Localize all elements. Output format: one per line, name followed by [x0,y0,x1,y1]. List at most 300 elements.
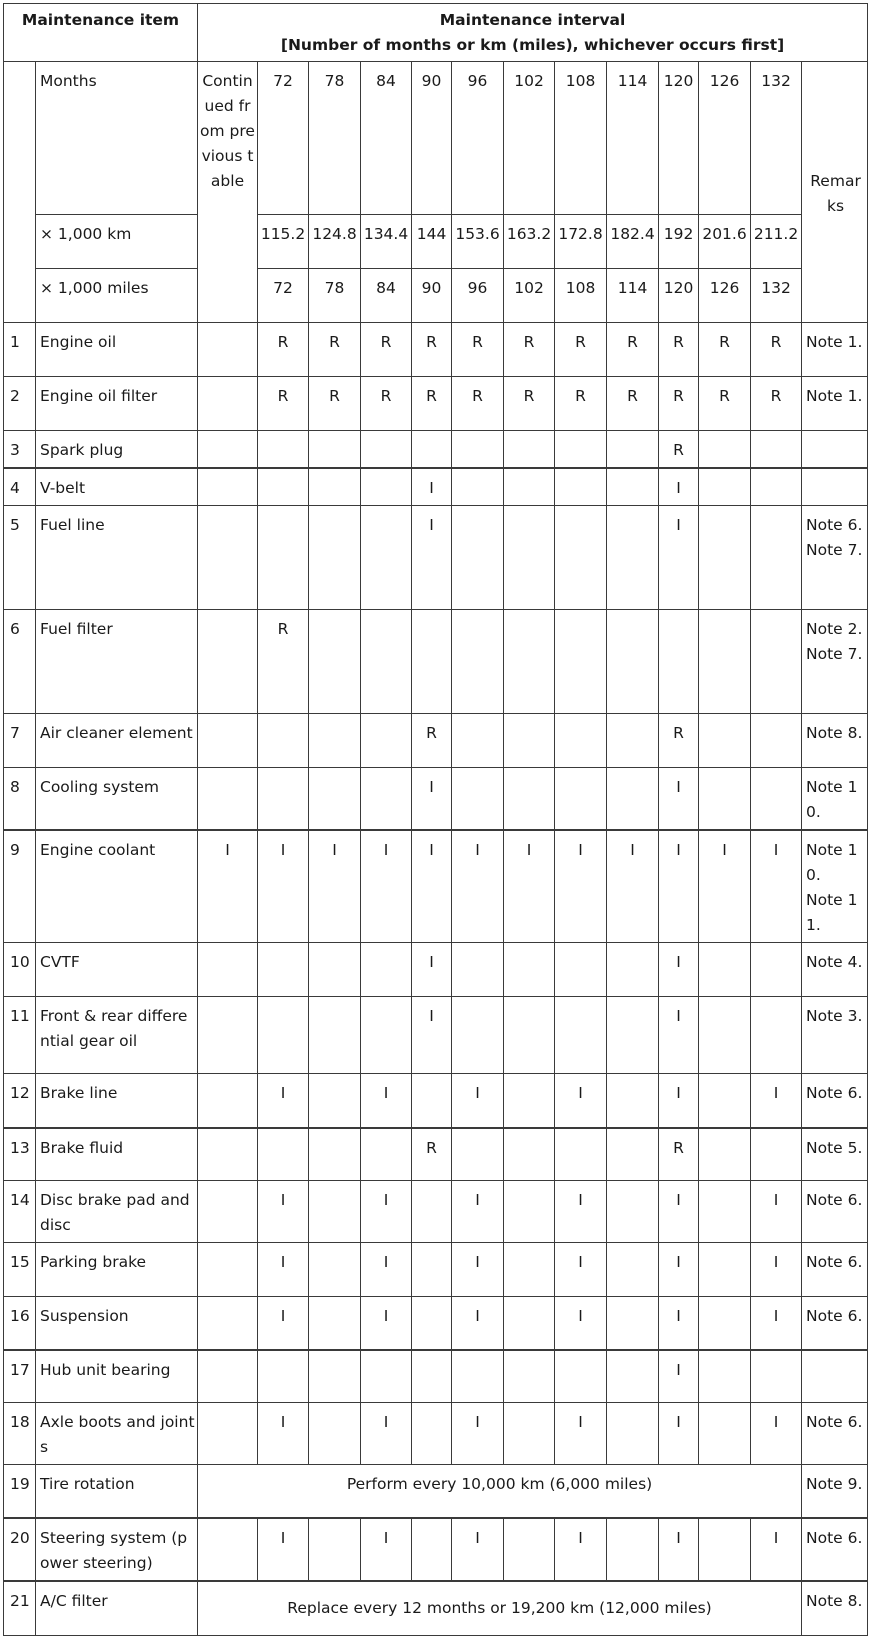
schedule-cell [412,1518,452,1581]
schedule-cell: R [258,610,309,714]
schedule-cell [361,768,412,831]
schedule-cell [555,506,607,610]
schedule-cell [607,1518,659,1581]
months-cell: 84 [361,62,412,215]
item-name: Hub unit bearing [36,1350,198,1403]
remarks-cell [802,1350,868,1403]
schedule-cell: I [751,1074,802,1128]
schedule-cell [361,468,412,506]
schedule-cell [258,468,309,506]
item-name: V-belt [36,468,198,506]
row-number: 8 [4,768,36,831]
continued-value [198,997,258,1074]
schedule-cell [751,768,802,831]
table-row [4,1350,868,1403]
continued-value [198,468,258,506]
schedule-cell [361,431,412,469]
months-cell: 132 [751,62,802,215]
schedule-cell: I [751,1403,802,1465]
schedule-cell: I [309,830,361,943]
schedule-cell [258,506,309,610]
item-name: Brake fluid [36,1128,198,1181]
remarks-cell [802,830,868,943]
remarks-cell [802,1128,868,1181]
schedule-cell [452,1350,504,1403]
schedule-cell: I [504,830,555,943]
schedule-cell [751,506,802,610]
schedule-cell [452,997,504,1074]
schedule-cell: I [607,830,659,943]
remarks-cell [802,1403,868,1465]
table-row [4,1297,868,1350]
schedule-cell: I [452,1403,504,1465]
schedule-cell [309,997,361,1074]
schedule-cell [412,610,452,714]
remarks-cell [802,714,868,768]
schedule-cell [751,997,802,1074]
schedule-cell [607,768,659,831]
miles-cell: 96 [452,269,504,323]
schedule-cell [258,768,309,831]
schedule-cell: I [412,506,452,610]
schedule-cell: R [258,377,309,431]
remark-note: Note 10. [806,841,858,884]
row-number: 20 [4,1518,36,1581]
schedule-cell [412,1074,452,1128]
item-name: Engine coolant [36,830,198,943]
remark-note: Note 2. [806,620,863,638]
table-row [4,468,868,506]
remarks-cell [802,431,868,469]
km-cell: 115.2 [258,215,309,269]
km-cell: 192 [659,215,699,269]
schedule-cell [504,1518,555,1581]
remark-note: Note 6. [806,1413,863,1431]
schedule-cell [504,431,555,469]
table-row [4,768,868,831]
schedule-cell [309,714,361,768]
km-cell: 144 [412,215,452,269]
remarks-cell [802,1518,868,1581]
remarks-cell [802,1074,868,1128]
remarks-cell [802,610,868,714]
schedule-cell [555,768,607,831]
remarks-cell [802,1465,868,1518]
schedule-cell: R [412,323,452,377]
continued-value [198,1243,258,1297]
schedule-cell [555,714,607,768]
schedule-cell: R [555,377,607,431]
row-number: 13 [4,1128,36,1181]
schedule-cell [309,431,361,469]
schedule-cell: I [452,1181,504,1243]
schedule-cell: I [659,1074,699,1128]
schedule-cell [555,997,607,1074]
remark-note: Note 6. [806,1253,863,1271]
schedule-cell [751,468,802,506]
schedule-cell [309,1350,361,1403]
table-row [4,1465,868,1518]
months-cell: 102 [504,62,555,215]
schedule-cell [504,997,555,1074]
schedule-cell [361,1128,412,1181]
item-name: Fuel line [36,506,198,610]
km-cell: 134.4 [361,215,412,269]
table-row [4,431,868,469]
table-row [4,1518,868,1581]
continued-value [198,431,258,469]
item-name: Engine oil [36,323,198,377]
row-number: 19 [4,1465,36,1518]
schedule-cell [555,468,607,506]
schedule-cell: I [659,1243,699,1297]
schedule-cell [452,943,504,997]
item-name: Suspension [36,1297,198,1350]
remark-note: Note 1. [806,333,863,351]
row-number: 1 [4,323,36,377]
schedule-cell: I [659,1350,699,1403]
table-row [4,323,868,377]
miles-cell: 90 [412,269,452,323]
schedule-cell: R [659,377,699,431]
miles-cell: 120 [659,269,699,323]
continued-value [198,943,258,997]
months-cell: 90 [412,62,452,215]
item-name: Spark plug [36,431,198,469]
continued-value [198,1350,258,1403]
schedule-cell [504,943,555,997]
row-number: 17 [4,1350,36,1403]
schedule-cell: I [555,1243,607,1297]
row-number: 11 [4,997,36,1074]
remark-note: Note 1. [806,387,863,405]
km-cell: 182.4 [607,215,659,269]
miles-cell: 102 [504,269,555,323]
schedule-cell [699,714,751,768]
months-cell: 96 [452,62,504,215]
table-row [4,1403,868,1465]
item-name: Cooling system [36,768,198,831]
schedule-cell: R [607,323,659,377]
schedule-cell [452,1128,504,1181]
table-row [4,714,868,768]
schedule-cell [504,1403,555,1465]
schedule-cell: I [659,943,699,997]
schedule-cell [504,1181,555,1243]
schedule-cell: R [412,714,452,768]
schedule-cell: I [659,1181,699,1243]
schedule-cell [452,714,504,768]
item-name: Disc brake pad and disc [36,1181,198,1243]
schedule-cell [607,1403,659,1465]
schedule-cell [607,1181,659,1243]
schedule-cell [309,1297,361,1350]
remarks-cell [802,768,868,831]
schedule-cell [361,506,412,610]
schedule-cell [309,1074,361,1128]
schedule-cell [607,1128,659,1181]
interval-subtitle: [Number of months or km (miles), whichever occurs first] [280,36,785,54]
schedule-cell: I [361,830,412,943]
row-number: 4 [4,468,36,506]
remark-note: Note 10. [806,778,858,821]
months-cell: 78 [309,62,361,215]
schedule-cell [699,943,751,997]
schedule-cell: I [555,1181,607,1243]
schedule-cell: I [258,830,309,943]
schedule-cell: R [659,1128,699,1181]
schedule-cell: I [751,1243,802,1297]
remarks-cell [802,1581,868,1636]
schedule-cell: I [258,1074,309,1128]
remark-note: Note 8. [806,1591,863,1610]
schedule-cell: R [699,377,751,431]
schedule-cell [452,610,504,714]
schedule-cell [699,610,751,714]
schedule-cell: I [452,1518,504,1581]
remarks-cell [802,323,868,377]
interval-note: Replace every 12 months or 19,200 km (12,000 miles) [198,1581,802,1636]
continued-value [198,1518,258,1581]
remarks-cell [802,1181,868,1243]
table-row [4,943,868,997]
table-row [4,610,868,714]
schedule-cell [607,943,659,997]
schedule-cell [699,1243,751,1297]
schedule-cell: R [699,323,751,377]
schedule-cell: R [659,323,699,377]
schedule-cell [699,768,751,831]
schedule-cell: I [555,1403,607,1465]
schedule-cell: I [412,830,452,943]
schedule-cell [504,468,555,506]
remark-note: Note 6. [806,1084,863,1102]
item-name: Air cleaner element [36,714,198,768]
schedule-cell [452,506,504,610]
km-cell: 124.8 [309,215,361,269]
schedule-cell [699,468,751,506]
table-row [4,997,868,1074]
interval-title: Maintenance interval [439,11,626,29]
miles-cell: 126 [699,269,751,323]
months-cell: 72 [258,62,309,215]
schedule-cell: I [555,1518,607,1581]
schedule-cell: I [751,830,802,943]
schedule-cell [258,431,309,469]
schedule-cell [607,431,659,469]
item-name: Tire rotation [36,1465,198,1518]
miles-cell: 108 [555,269,607,323]
table-row [4,506,868,610]
months-label: Months [36,62,198,215]
schedule-cell: R [504,323,555,377]
table-row [4,377,868,431]
schedule-cell: I [555,1074,607,1128]
schedule-cell [258,1128,309,1181]
schedule-cell [504,1350,555,1403]
schedule-cell [504,1297,555,1350]
miles-cell: 114 [607,269,659,323]
schedule-cell: R [751,377,802,431]
schedule-cell: I [555,1297,607,1350]
schedule-cell: I [659,1518,699,1581]
schedule-cell: I [361,1074,412,1128]
months-cell: 108 [555,62,607,215]
remarks-cell [802,506,868,610]
schedule-cell [361,997,412,1074]
km-cell: 163.2 [504,215,555,269]
schedule-cell [607,506,659,610]
table-row [4,1128,868,1181]
schedule-cell [699,1297,751,1350]
schedule-cell [412,1297,452,1350]
schedule-cell: I [258,1181,309,1243]
header-number-cell [4,62,36,323]
table-row [4,1243,868,1297]
schedule-cell [699,1350,751,1403]
schedule-cell: I [452,1074,504,1128]
continued-value [198,714,258,768]
item-name: A/C filter [36,1581,198,1636]
item-name: Front & rear differential gear oil [36,997,198,1074]
schedule-cell [699,1074,751,1128]
schedule-cell: I [258,1243,309,1297]
schedule-cell [699,1403,751,1465]
schedule-cell: I [361,1297,412,1350]
continued-value [198,1074,258,1128]
remarks-cell [802,997,868,1074]
continued-value [198,1128,258,1181]
miles-cell: 132 [751,269,802,323]
schedule-cell [699,1518,751,1581]
remark-note: Note 6. [806,1528,863,1547]
row-number: 2 [4,377,36,431]
schedule-cell [659,610,699,714]
schedule-cell: I [659,1403,699,1465]
continued-label: Continued from previous table [200,72,255,190]
schedule-cell [699,431,751,469]
schedule-cell [555,943,607,997]
row-number: 14 [4,1181,36,1243]
schedule-cell [452,431,504,469]
schedule-cell [309,610,361,714]
schedule-cell [309,768,361,831]
schedule-cell [412,1350,452,1403]
schedule-cell [607,1074,659,1128]
schedule-cell [504,1074,555,1128]
schedule-cell [699,997,751,1074]
schedule-cell [555,610,607,714]
miles-cell: 78 [309,269,361,323]
row-number: 15 [4,1243,36,1297]
schedule-cell: R [258,323,309,377]
remark-note: Note 11. [806,891,858,934]
schedule-cell [309,1243,361,1297]
continued-value [198,323,258,377]
remark-note: Note 7. [806,541,863,559]
schedule-cell: I [452,1243,504,1297]
schedule-cell: R [361,323,412,377]
header-maintenance-interval [198,4,868,62]
schedule-cell [607,714,659,768]
remark-note: Note 6. [806,1191,863,1209]
schedule-cell [555,431,607,469]
row-number: 3 [4,431,36,469]
schedule-cell: R [659,431,699,469]
schedule-cell [504,506,555,610]
schedule-cell: I [659,768,699,831]
schedule-cell: R [309,377,361,431]
remark-note: Note 8. [806,724,863,742]
schedule-cell: I [258,1297,309,1350]
continued-value [198,768,258,831]
row-number: 16 [4,1297,36,1350]
schedule-cell: I [699,830,751,943]
schedule-cell [309,468,361,506]
miles-row [4,269,868,323]
schedule-cell: R [555,323,607,377]
schedule-cell [258,714,309,768]
miles-label: × 1,000 miles [36,269,198,323]
schedule-cell [751,431,802,469]
row-number: 18 [4,1403,36,1465]
schedule-cell: I [412,943,452,997]
miles-cell: 84 [361,269,412,323]
schedule-cell: R [659,714,699,768]
continued-value [198,506,258,610]
schedule-cell [258,943,309,997]
table-row [4,1581,868,1636]
remark-note: Note 6. [806,1307,863,1325]
schedule-cell: I [659,830,699,943]
schedule-cell [751,943,802,997]
item-name: Axle boots and joints [36,1403,198,1465]
remarks-cell [802,1297,868,1350]
row-number: 7 [4,714,36,768]
schedule-cell [607,468,659,506]
item-name: Engine oil filter [36,377,198,431]
schedule-cell [699,1128,751,1181]
schedule-cell: I [751,1518,802,1581]
row-number: 12 [4,1074,36,1128]
item-name: CVTF [36,943,198,997]
table-row [4,1074,868,1128]
months-cell: 120 [659,62,699,215]
schedule-cell: I [751,1297,802,1350]
schedule-cell [309,1518,361,1581]
remark-note: Note 4. [806,953,863,971]
continued-value: I [198,830,258,943]
schedule-cell [258,1350,309,1403]
schedule-cell [504,610,555,714]
schedule-cell [412,1403,452,1465]
remarks-cell [802,943,868,997]
item-name: Brake line [36,1074,198,1128]
schedule-cell [555,1128,607,1181]
schedule-cell: I [361,1243,412,1297]
remark-note: Note 7. [806,645,863,663]
continued-value [198,377,258,431]
schedule-cell: I [361,1403,412,1465]
continued-cell [198,62,258,323]
remark-note: Note 6. [806,516,863,534]
schedule-cell [452,468,504,506]
months-cell: 126 [699,62,751,215]
schedule-cell: R [504,377,555,431]
continued-value [198,1297,258,1350]
row-number: 10 [4,943,36,997]
schedule-cell: I [452,1297,504,1350]
